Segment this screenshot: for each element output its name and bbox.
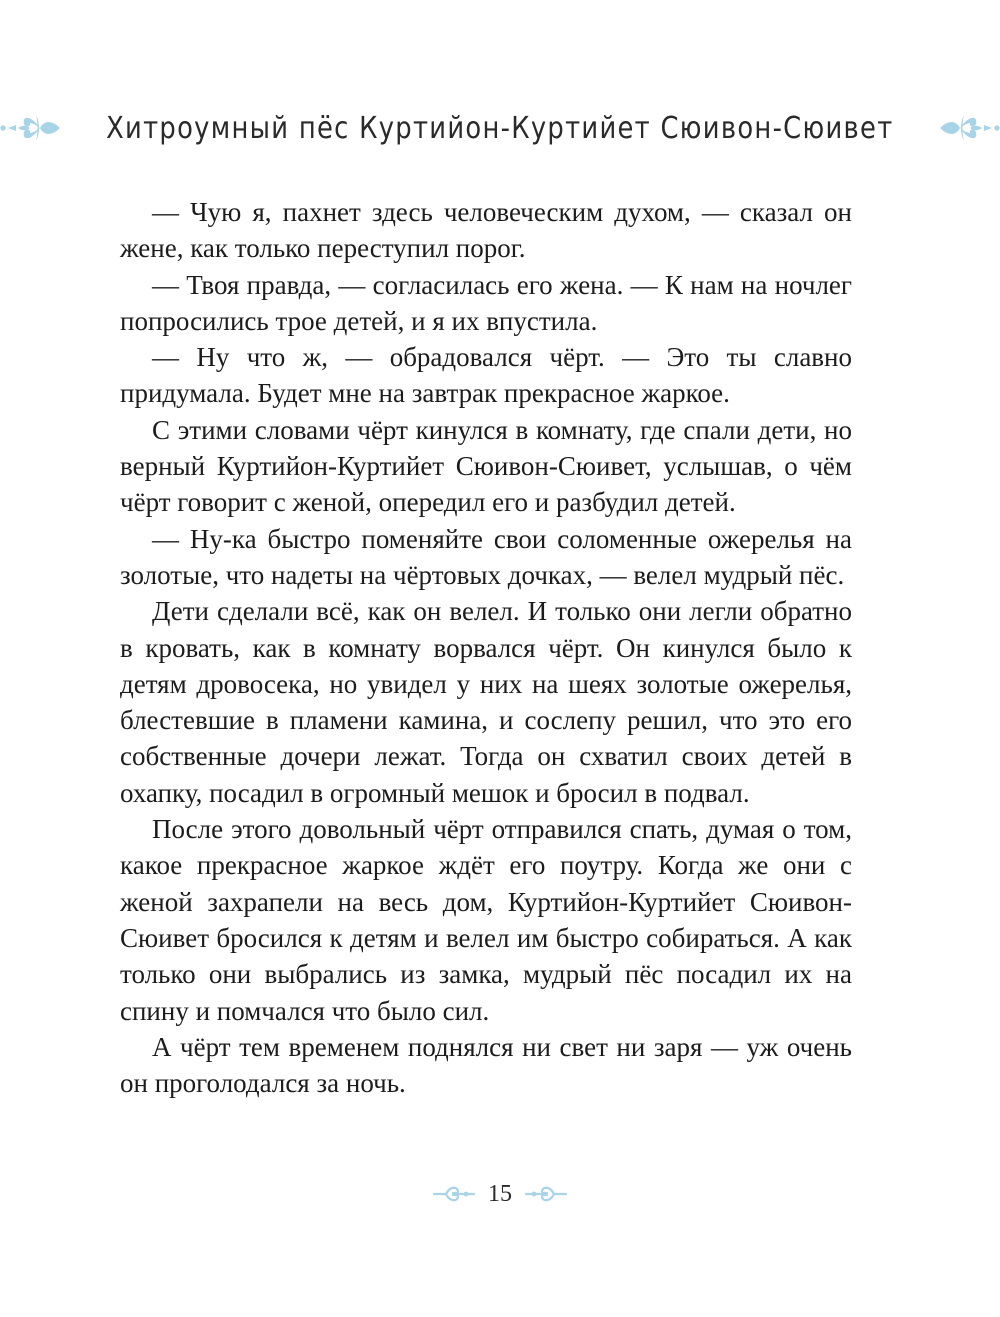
- flourish-icon: [524, 1182, 568, 1206]
- flourish-icon: [432, 1182, 476, 1206]
- story-text: [120, 194, 852, 1101]
- page-footer: [0, 1176, 1000, 1212]
- paragraph: — Ну-ка быстро поменяйте свои соломенные ожерелья на золотые, что надеты на чёртовых дочках, — велел мудрый пёс.: [120, 523, 852, 590]
- paragraph: Дети сделали всё, как он велел. И только они легли обратно в кровать, как в комнату ворвался чёрт. Он кинулся было к детям дровосека, но увидел у них на шеях золотые ожерелья, блестевшие в пламени камина, и сослепу решил, что это его собственные дочери лежат. Тогда он схватил своих детей в охапку, посадил в огромный мешок и бросил в подвал.: [120, 596, 852, 808]
- paragraph: — Твоя правда, — согласилась его жена. — К нам на ночлег попросились трое детей, и я их впустила.: [120, 269, 852, 336]
- paragraph: — Чую я, пахнет здесь человеческим духом, — сказал он жене, как только переступил порог.: [120, 197, 852, 264]
- paragraph: — Ну что ж, — обрадовался чёрт. — Это ты славно придумала. Будет мне на завтрак прекрасное жаркое.: [120, 342, 852, 409]
- page-number: 15: [488, 1180, 512, 1207]
- fleur-de-lis-icon: [0, 106, 64, 150]
- paragraph: С этими словами чёрт кинулся в комнату, где спали дети, но верный Куртийон-Куртийет Сюивон-Сюивет, услышав, о чём чёрт говорит с женой, опередил его и разбудил детей.: [120, 414, 852, 518]
- running-header: [0, 92, 1000, 164]
- page-title: Хитроумный пёс Куртийон-Куртийет Сюивон-Сюивет: [106, 110, 894, 146]
- paragraph: После этого довольный чёрт отправился спать, думая о том, какое прекрасное жаркое ждёт его поутру. Когда же они с женой захрапели на весь дом, Куртийон-Куртийет Сюивон-Сюивет бросился к детям и велел им быстро собираться. А как только они выбрались из замка, мудрый пёс посадил их на спину и помчался что было сил.: [120, 814, 852, 1026]
- fleur-de-lis-icon: [936, 106, 1000, 150]
- paragraph: А чёрт тем временем поднялся ни свет ни заря — уж очень он проголодался за ночь.: [120, 1031, 852, 1099]
